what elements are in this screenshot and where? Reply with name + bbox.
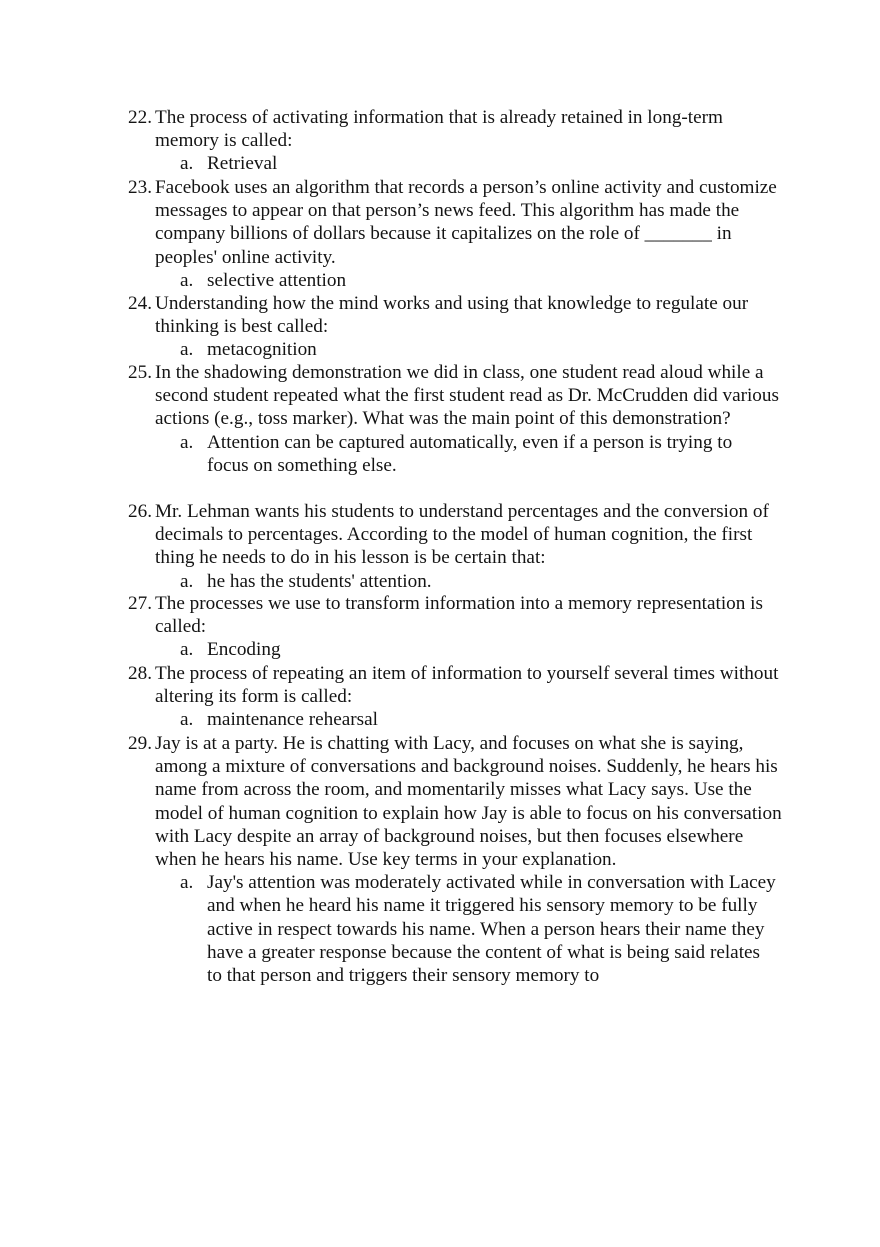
question-text: Facebook uses an algorithm that records a person’s online activity and customize messages to appear on that person’s news feed. This algorithm has made the company billions of dollars because it capitalizes on the role of _______ in peoples' online activity.	[155, 177, 777, 268]
question-23	[128, 176, 788, 292]
answer-text: metacognition	[207, 339, 317, 361]
question-number: 28.	[128, 663, 152, 684]
answer-item	[180, 269, 777, 292]
answer-label: a.	[180, 872, 194, 894]
answer-item	[180, 708, 777, 731]
question-number: 27.	[128, 593, 152, 614]
answer-label: a.	[180, 153, 194, 175]
question-number: 26.	[128, 501, 152, 522]
question-22	[128, 106, 788, 176]
question-text: The process of activating information that is already retained in long-term memory is called:	[155, 107, 723, 152]
answer-item	[180, 638, 777, 661]
question-number: 25.	[128, 362, 152, 383]
answer-text: Encoding	[207, 639, 281, 661]
answer-text: maintenance rehearsal	[207, 709, 378, 731]
answer-item	[180, 431, 777, 477]
question-text: Jay is at a party. He is chatting with Lacy, and focuses on what she is saying, among a mixture of conversations and background noises. Suddenly, he hears his name from across the room, and momentarily misses what Lacy says. Use the model of human cognition to explain how Jay is able to focus on his conversation with Lacy despite an array of background noises, but then focuses elsewhere when he hears his name. Use key terms in your explanation.	[155, 733, 782, 871]
answer-label: a.	[180, 269, 194, 291]
question-text: Understanding how the mind works and using that knowledge to regulate our thinking is best called:	[155, 293, 749, 338]
question-25	[128, 361, 788, 477]
answer-text: selective attention	[207, 269, 347, 291]
question-text: The process of repeating an item of information to yourself several times without altering its form is called:	[155, 663, 779, 708]
answer-text: Retrieval	[207, 153, 278, 175]
answer-text: Jay's attention was moderately activated while in conversation with Lacey and when he heard his name it triggered his sensory memory to be fully active in respect towards his name. When a person hears their name they have a greater response because the content of what is being said relates to that person and triggers their sensory memory to	[207, 872, 776, 987]
answer-label: a.	[180, 431, 194, 453]
question-28	[128, 662, 788, 732]
question-29	[128, 732, 788, 987]
answer-text: he has the students' attention.	[207, 570, 432, 592]
answer-item	[180, 152, 777, 175]
question-number: 24.	[128, 293, 152, 314]
question-text: In the shadowing demonstration we did in class, one student read aloud while a second student repeated what the first student read as Dr. McCrudden did various actions (e.g., toss marker). What was the main point of this demonstration?	[155, 362, 779, 430]
question-number: 22.	[128, 107, 152, 128]
answer-text: Attention can be captured automatically, even if a person is trying to focus on something else.	[207, 431, 733, 476]
question-24	[128, 292, 788, 362]
question-number: 29.	[128, 733, 152, 754]
answer-item	[180, 570, 777, 593]
question-text: Mr. Lehman wants his students to understand percentages and the conversion of decimals to percentages. According to the model of human cognition, the first thing he needs to do in his lesson is be certain that:	[155, 501, 769, 569]
question-text: The processes we use to transform information into a memory representation is called:	[155, 593, 763, 638]
question-26	[128, 500, 788, 593]
answer-label: a.	[180, 709, 194, 731]
answer-label: a.	[180, 570, 194, 592]
answer-item	[180, 871, 777, 987]
answer-label: a.	[180, 339, 194, 361]
question-number: 23.	[128, 177, 152, 198]
question-27	[128, 592, 788, 662]
answer-item	[180, 338, 777, 361]
answer-label: a.	[180, 639, 194, 661]
